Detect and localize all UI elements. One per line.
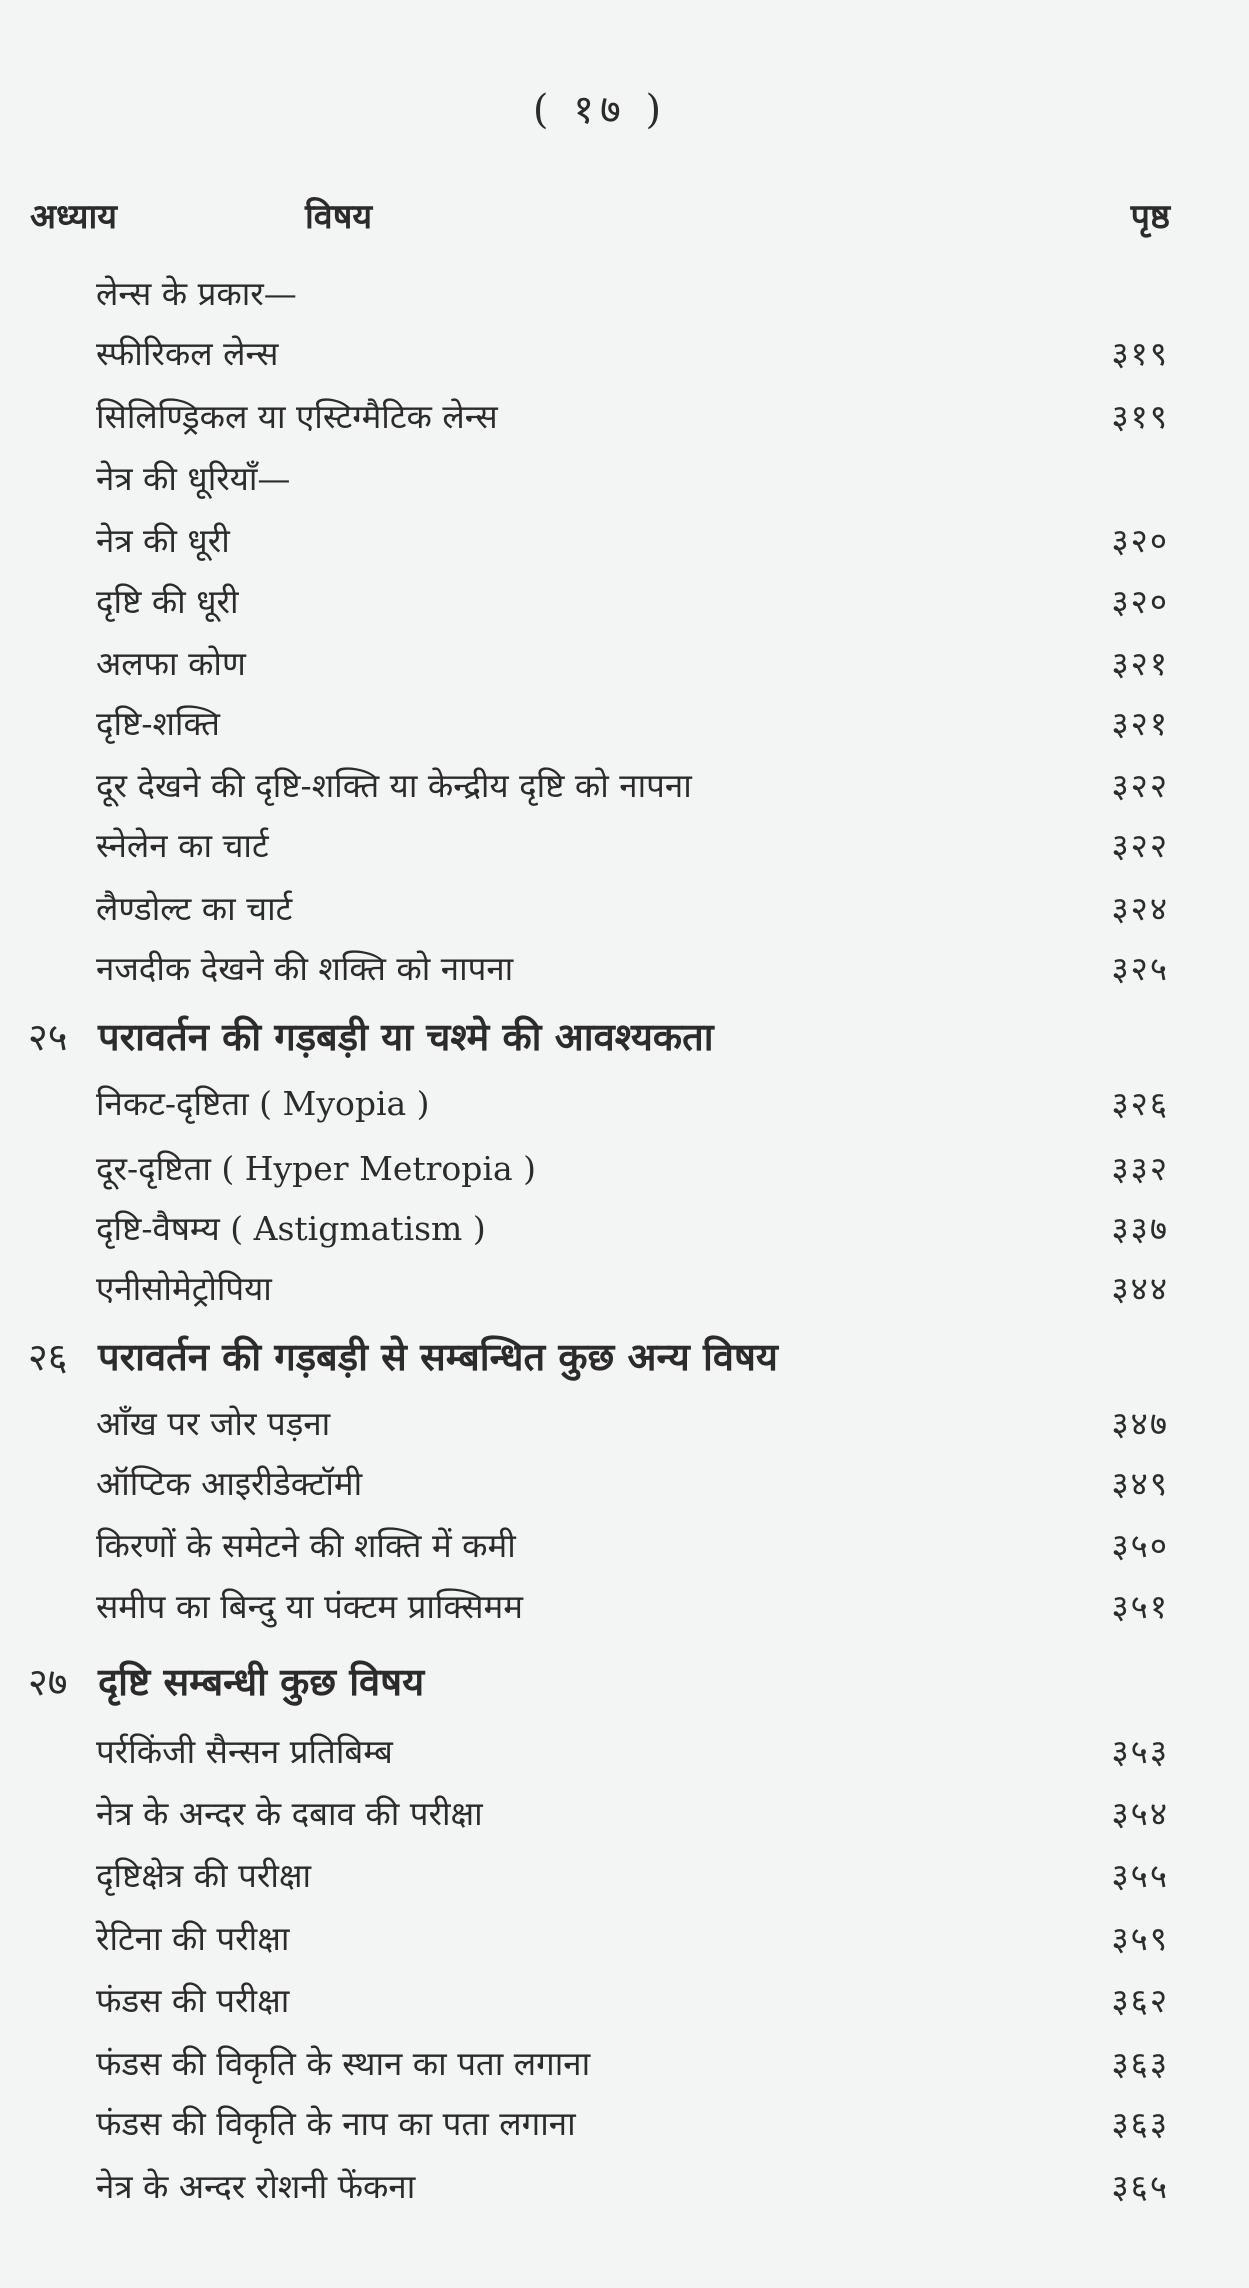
- toc-entry: [0, 700, 1249, 756]
- entry-page-number: ३२१: [1111, 644, 1169, 683]
- toc-entry: [0, 517, 1249, 573]
- toc-entry: [0, 762, 1249, 818]
- toc-entry: [0, 1080, 1249, 1136]
- entry-title: दृष्टि-वैषम्य ( Astigmatism ): [96, 1209, 486, 1248]
- toc-entry: [0, 1205, 1249, 1261]
- entry-title: लेन्स के प्रकार—: [96, 274, 297, 313]
- entry-page-number: ३२०: [1111, 521, 1169, 560]
- header-subject: विषय: [305, 197, 373, 237]
- chapter-heading: [0, 1330, 1249, 1386]
- section-heading: [0, 455, 1249, 511]
- entry-title: सिलिण्ड्रिकल या एस्टिग्मैटिक लेन्स: [96, 397, 498, 436]
- entry-title: किरणों के समेटने की शक्ति में कमी: [96, 1526, 516, 1565]
- header-chapter: अध्याय: [30, 197, 118, 237]
- entry-page-number: ३४९: [1111, 1464, 1169, 1503]
- entry-title: समीप का बिन्दु या पंक्टम प्राक्सिमम: [96, 1587, 523, 1626]
- toc-entry: [0, 1977, 1249, 2033]
- entry-page-number: ३६३: [1111, 2044, 1169, 2083]
- entry-title: आँख पर जोर पड़ना: [96, 1404, 331, 1443]
- toc-entry: [0, 1522, 1249, 1578]
- entry-title: फंडस की विकृति के स्थान का पता लगाना: [96, 2044, 591, 2083]
- page-number: ( १७ ): [532, 87, 668, 133]
- entry-title: परावर्तन की गड़बड़ी से सम्बन्धित कुछ अन्य विषय: [98, 1334, 778, 1379]
- entry-title: नजदीक देखने की शक्ति को नापना: [96, 949, 514, 988]
- entry-title: दूर-दृष्टिता ( Hyper Metropia ): [96, 1149, 537, 1188]
- chapter-number: २६: [28, 1335, 68, 1379]
- toc-entry: [0, 1852, 1249, 1908]
- entry-page-number: ३६३: [1111, 2104, 1169, 2143]
- entry-title: रेटिना की परीक्षा: [96, 1919, 290, 1958]
- entry-page-number: ३२०: [1111, 582, 1169, 621]
- entry-title: नेत्र के अन्दर के दबाव की परीक्षा: [96, 1794, 483, 1833]
- section-heading: [0, 270, 1249, 326]
- entry-page-number: ३२२: [1111, 766, 1169, 805]
- entry-title: फंडस की परीक्षा: [96, 1981, 290, 2020]
- entry-page-number: ३५५: [1111, 1856, 1169, 1895]
- toc-entry: [0, 2100, 1249, 2156]
- entry-title: स्नेलेन का चार्ट: [96, 826, 269, 865]
- entry-page-number: ३५१: [1111, 1587, 1169, 1626]
- toc-entry: [0, 1790, 1249, 1846]
- entry-page-number: ३५४: [1111, 1794, 1169, 1833]
- entry-title: निकट-दृष्टिता ( Myopia ): [96, 1084, 430, 1123]
- entry-title: लैण्डोल्ट का चार्ट: [96, 889, 293, 928]
- chapter-heading: [0, 1655, 1249, 1711]
- toc-entry: [0, 1728, 1249, 1784]
- toc-entry: [0, 2040, 1249, 2096]
- entry-title: दृष्टि-शक्ति: [96, 704, 220, 743]
- entry-page-number: ३६५: [1111, 2167, 1169, 2206]
- entry-title: स्फीरिकल लेन्स: [96, 334, 279, 373]
- toc-entry: [0, 330, 1249, 386]
- toc-entry: [0, 1145, 1249, 1201]
- entry-page-number: ३२६: [1111, 1084, 1169, 1123]
- toc-header: [30, 192, 1170, 242]
- toc-entry: [0, 945, 1249, 1001]
- chapter-number: २७: [28, 1660, 68, 1704]
- entry-page-number: ३३७: [1111, 1209, 1169, 1248]
- entry-page-number: ३१९: [1111, 334, 1169, 373]
- chapter-heading: [0, 1010, 1249, 1066]
- entry-title: नेत्र के अन्दर रोशनी फेंकना: [96, 2167, 416, 2206]
- entry-page-number: ३४७: [1111, 1404, 1169, 1443]
- toc-entry: [0, 885, 1249, 941]
- toc-entry: [0, 1915, 1249, 1971]
- toc-entry: [0, 578, 1249, 634]
- entry-title: दूर देखने की दृष्टि-शक्ति या केन्द्रीय दृष्टि को नापना: [96, 766, 692, 805]
- entry-page-number: ३२५: [1111, 949, 1169, 988]
- chapter-number: २५: [28, 1015, 68, 1059]
- entry-page-number: ३१९: [1111, 397, 1169, 436]
- header-page: पृष्ठ: [1130, 197, 1170, 237]
- entry-title: पर्रकिंजी सैन्सन प्रतिबिम्ब: [96, 1732, 393, 1771]
- entry-page-number: ३४४: [1111, 1269, 1169, 1308]
- entry-title: दृष्टिक्षेत्र की परीक्षा: [96, 1856, 312, 1895]
- entry-title: परावर्तन की गड़बड़ी या चश्मे की आवश्यकता: [98, 1014, 714, 1059]
- entry-title: अलफा कोण: [96, 644, 246, 683]
- entry-title: दृष्टि सम्बन्धी कुछ विषय: [98, 1659, 425, 1704]
- entry-page-number: ३२१: [1111, 704, 1169, 743]
- entry-title: नेत्र की धूरियाँ—: [96, 459, 291, 498]
- entry-title: एनीसोमेट्रोपिया: [96, 1269, 272, 1308]
- toc-entry: [0, 2163, 1249, 2219]
- entry-page-number: ३२४: [1111, 889, 1169, 928]
- toc-entry: [0, 1460, 1249, 1516]
- entry-page-number: ३५३: [1111, 1732, 1169, 1771]
- toc-entry: [0, 1400, 1249, 1456]
- toc-entry: [0, 1583, 1249, 1639]
- toc-entry: [0, 640, 1249, 696]
- entry-page-number: ३२२: [1111, 826, 1169, 865]
- entry-title: दृष्टि की धूरी: [96, 582, 239, 621]
- entry-page-number: ३३२: [1111, 1149, 1169, 1188]
- entry-title: फंडस की विकृति के नाप का पता लगाना: [96, 2104, 576, 2143]
- entry-page-number: ३६२: [1111, 1981, 1169, 2020]
- toc-entry: [0, 1265, 1249, 1321]
- toc-entry: [0, 393, 1249, 449]
- entry-page-number: ३५९: [1111, 1919, 1169, 1958]
- entry-title: नेत्र की धूरी: [96, 521, 230, 560]
- entry-title: ऑप्टिक आइरीडेक्टॉमी: [96, 1464, 363, 1503]
- toc-entry: [0, 822, 1249, 878]
- entry-page-number: ३५०: [1111, 1526, 1169, 1565]
